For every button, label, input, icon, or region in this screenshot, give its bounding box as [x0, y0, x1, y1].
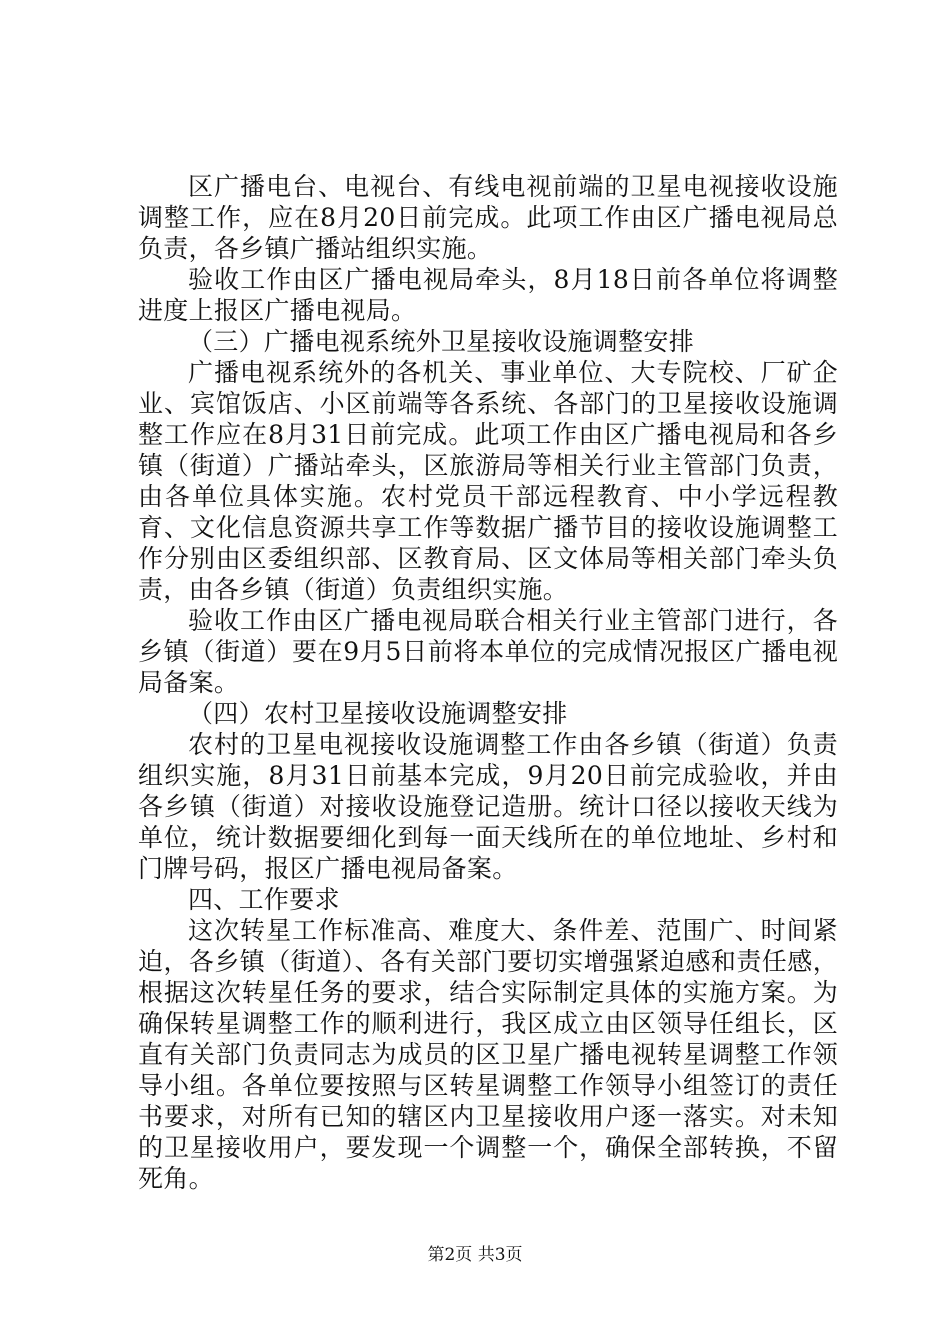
paragraph-external-systems: 广播电视系统外的各机关、事业单位、大专院校、厂矿企业、宾馆饭店、小区前端等各系统、各部门的卫星接收设施调整工作应在8月31日前完成。此项工作由区广播电视局和各乡镇（街道）广播站牵头，区旅游局等相关行业主管部门负责，由各单位具体实施。农村党员干部远程教育、中小学远程教育、文化信息资源共享工作等数据广播节目的接收设施调整工作分别由区委组织部、区教育局、区文体局等相关部门牵头负责，由各乡镇（街道）负责组织实施。 — [138, 358, 838, 604]
paragraph-work-requirements: 这次转星工作标准高、难度大、条件差、范围广、时间紧迫，各乡镇（街道）、各有关部门要切实增强紧迫感和责任感，根据这次转星任务的要求，结合实际制定具体的实施方案。为确保转星调整工作的顺利进行，我区成立由区领导任组长，区直有关部门负责同志为成员的区卫星广播电视转星调整工作领导小组。各单位要按照与区转星调整工作领导小组签订的责任书要求，对所有已知的辖区内卫星接收用户逐一落实。对未知的卫星接收用户，要发现一个调整一个，确保全部转换，不留死角。 — [138, 916, 838, 1193]
document-body — [138, 171, 838, 1194]
paragraph-satellite-tv-adjustment: 区广播电台、电视台、有线电视前端的卫星电视接收设施调整工作，应在8月20日前完成。此项工作由区广播电视局总负责，各乡镇广播站组织实施。 — [138, 172, 838, 263]
paragraph-acceptance-1: 验收工作由区广播电视局牵头，8月18日前各单位将调整进度上报区广播电视局。 — [138, 265, 838, 325]
paragraph-acceptance-2: 验收工作由区广播电视局联合相关行业主管部门进行，各乡镇（街道）要在9月5日前将本单位的完成情况报区广播电视局备案。 — [138, 606, 838, 697]
paragraph-rural-adjustment: 农村的卫星电视接收设施调整工作由各乡镇（街道）负责组织实施，8月31日前基本完成，9月20日前完成验收，并由各乡镇（街道）对接收设施登记造册。统计口径以接收天线为单位，统计数据要细化到每一面天线所在的单位地址、乡村和门牌号码，报区广播电视局备案。 — [138, 730, 838, 883]
section-heading-work-requirements: 四、工作要求 — [188, 885, 340, 914]
section-heading-4: （四）农村卫星接收设施调整安排 — [188, 699, 568, 728]
page-number-footer: 第2页 共3页 — [427, 1245, 523, 1265]
section-heading-3: （三）广播电视系统外卫星接收设施调整安排 — [188, 327, 695, 356]
